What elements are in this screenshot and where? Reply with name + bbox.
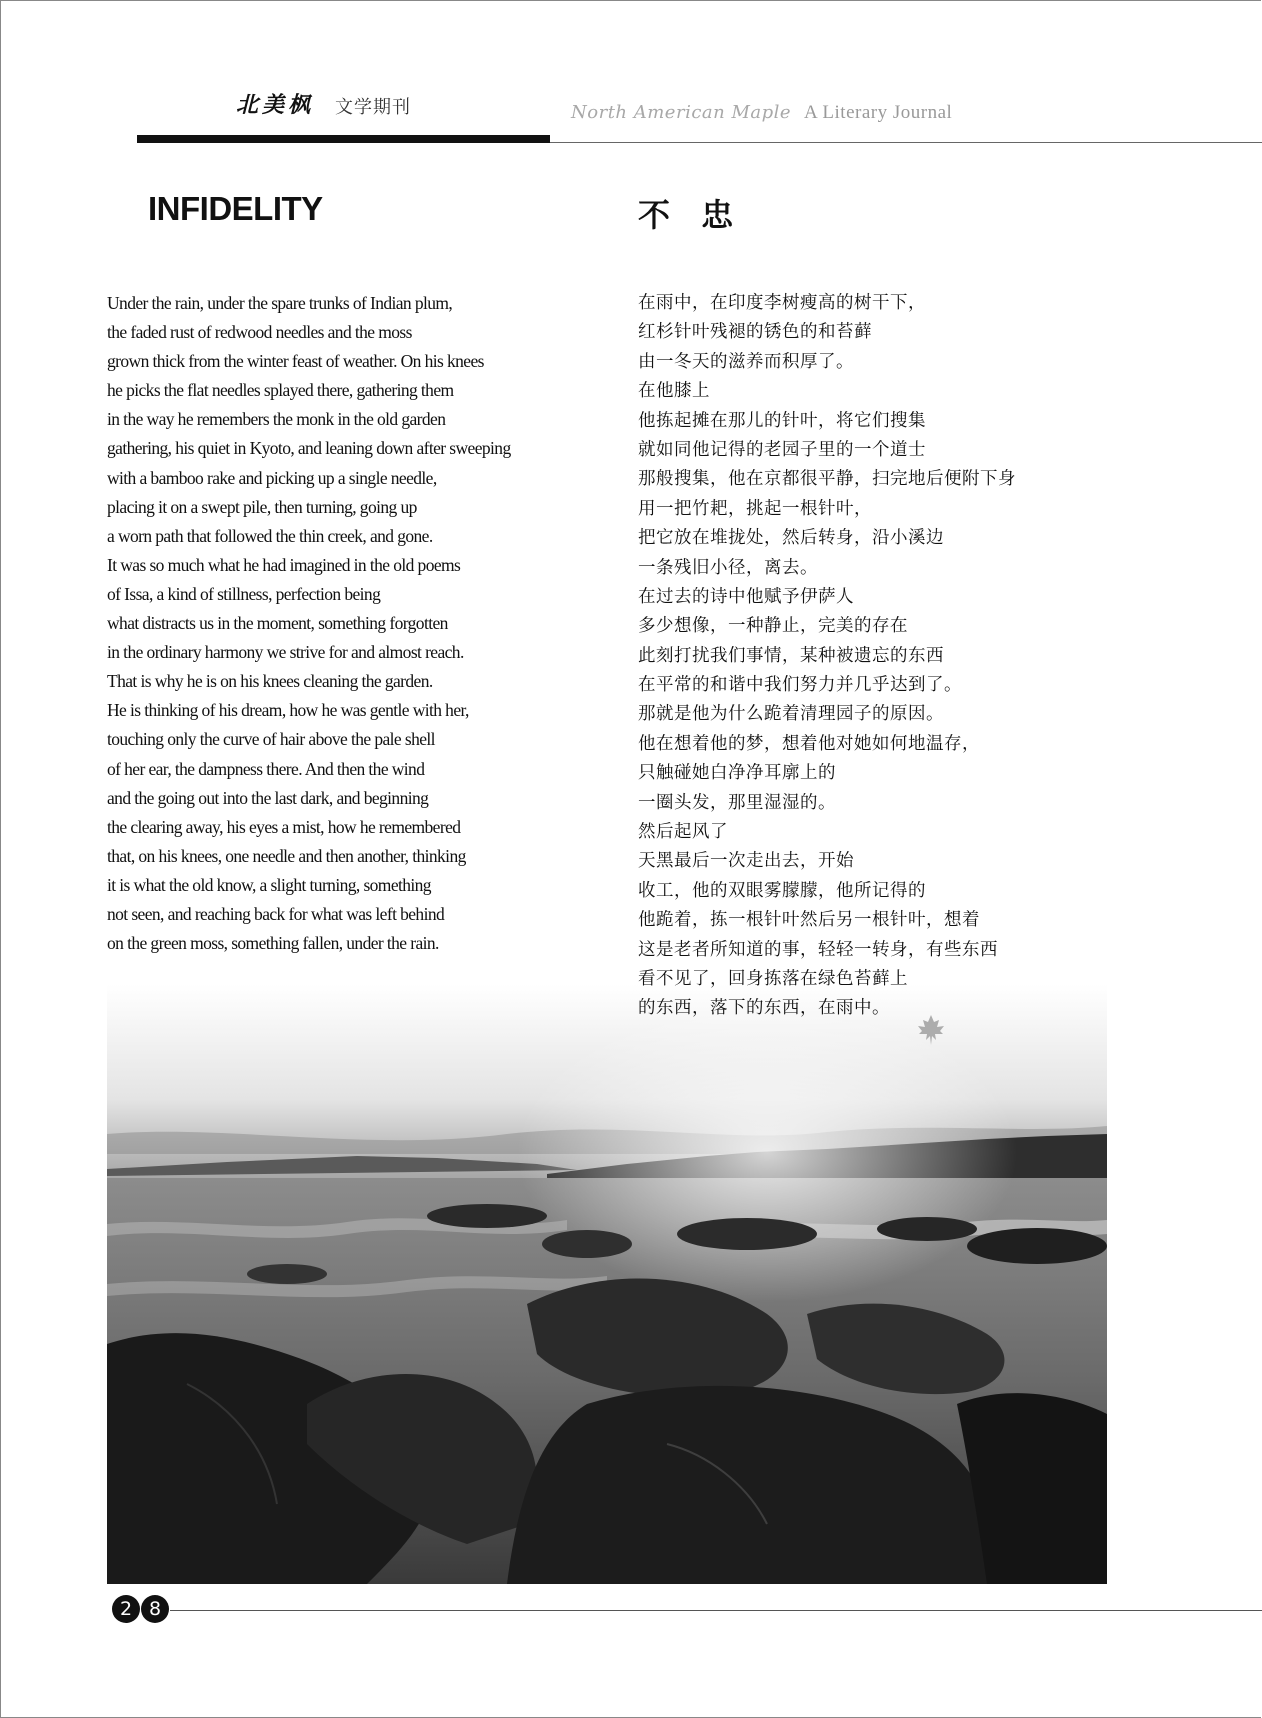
poem-line-en: on the green moss, something fallen, under the rain.	[107, 933, 439, 954]
poem-line-cn: 红杉针叶残褪的锈色的和苔藓	[638, 322, 872, 343]
poem-line-cn: 然后起风了	[638, 822, 728, 843]
poem-line-en: grown thick from the winter feast of weather. On his knees	[107, 351, 484, 372]
journal-subtitle-cn: 文学期刊	[335, 97, 411, 118]
page-number-digit: 2	[112, 1595, 140, 1623]
header-rule-thick	[137, 135, 550, 143]
poem-line-cn: 那般搜集，他在京都很平静，扫完地后便附下身	[638, 469, 1016, 490]
poem-line-cn: 用一把竹耙，挑起一根针叶，	[638, 498, 872, 519]
poem-text-cn	[638, 289, 1058, 1024]
poem-line-cn: 在雨中，在印度李树瘦高的树干下，	[638, 293, 926, 313]
poem-line-cn: 由一冬天的滋养而积厚了。	[638, 351, 854, 372]
poem-title-en: INFIDELITY	[148, 190, 323, 227]
poem-line-en: placing it on a swept pile, then turning, going up	[107, 496, 417, 517]
poem-line-en: of her ear, the dampness there. And then the wind	[107, 758, 425, 779]
poem-line-cn: 在过去的诗中他赋予伊萨人	[638, 586, 854, 607]
poem-line-cn: 多少想像，一种静止，完美的存在	[638, 616, 908, 637]
poem-line-en: he picks the flat needles splayed there, gathering them	[107, 380, 454, 401]
maple-leaf-icon	[916, 1014, 946, 1050]
poem-line-cn: 此刻打扰我们事情，某种被遗忘的东西	[638, 645, 944, 666]
poem-line-en: the faded rust of redwood needles and the moss	[107, 322, 412, 343]
poem-line-cn: 这是老者所知道的事，轻轻一转身，有些东西	[638, 939, 998, 960]
poem-text-en	[107, 289, 587, 958]
poem-line-cn: 在他膝上	[638, 381, 710, 402]
poem-line-en: Under the rain, under the spare trunks of Indian plum,	[107, 293, 453, 313]
poem-line-en: in the way he remembers the monk in the old garden	[107, 409, 446, 430]
poem-line-cn: 一条残旧小径，离去。	[638, 557, 818, 578]
poem-line-en: what distracts us in the moment, something forgotten	[107, 613, 448, 634]
header-rule-thin	[550, 142, 1262, 143]
poem-line-en: that, on his knees, one needle and then another, thinking	[107, 845, 466, 866]
poem-line-cn: 看不见了，回身拣落在绿色苔藓上	[638, 968, 908, 989]
poem-line-en: the clearing away, his eyes a mist, how he remembered	[107, 816, 461, 837]
poem-line-cn: 他拣起摊在那儿的针叶，将它们搜集	[638, 410, 926, 431]
poem-line-en: touching only the curve of hair above the pale shell	[107, 729, 435, 750]
seascape-photo	[107, 984, 1107, 1584]
poem-line-en: of Issa, a kind of stillness, perfection being	[107, 583, 381, 604]
poem-line-en: in the ordinary harmony we strive for and almost reach.	[107, 642, 464, 663]
poem-line-cn: 一圈头发，那里湿湿的。	[638, 792, 836, 813]
journal-subtitle-en: A Literary Journal	[804, 102, 953, 123]
poem-line-cn: 那就是他为什么跪着清理园子的原因。	[638, 704, 944, 725]
poem-line-en: not seen, and reaching back for what was left behind	[107, 903, 445, 924]
poem-line-cn: 天黑最后一次走出去，开始	[638, 851, 854, 872]
journal-title-en: North American Maple	[571, 102, 792, 123]
poem-line-cn: 他跪着，拣一根针叶然后另一根针叶，想着	[638, 910, 980, 931]
poem-title-cn: 不 忠	[638, 196, 744, 234]
poem-line-en: it is what the old know, a slight turning, something	[107, 874, 431, 895]
poem-line-en: gathering, his quiet in Kyoto, and leaning down after sweeping	[107, 438, 511, 459]
page-number-digit: 8	[141, 1595, 169, 1623]
poem-line-cn: 只触碰她白净净耳廓上的	[638, 763, 836, 784]
poem-line-en: He is thinking of his dream, how he was gentle with her,	[107, 700, 469, 721]
journal-title-cn: 北美枫	[236, 92, 315, 118]
poem-line-en: with a bamboo rake and picking up a single needle,	[107, 467, 437, 488]
poem-line-en: and the going out into the last dark, and beginning	[107, 787, 429, 808]
poem-line-cn: 的东西，落下的东西，在雨中。	[638, 998, 890, 1019]
poem-line-cn: 他在想着他的梦，想着他对她如何地温存，	[638, 733, 980, 754]
poem-line-en: It was so much what he had imagined in the old poems	[107, 554, 461, 575]
poem-line-cn: 收工，他的双眼雾朦朦，他所记得的	[638, 880, 926, 901]
footer-rule	[170, 1610, 1262, 1611]
poem-line-cn: 在平常的和谐中我们努力并几乎达到了。	[638, 675, 962, 696]
poem-line-cn: 把它放在堆拢处，然后转身，沿小溪边	[638, 528, 944, 549]
poem-line-en: a worn path that followed the thin creek, and gone.	[107, 525, 433, 546]
poem-line-en: That is why he is on his knees cleaning the garden.	[107, 671, 433, 692]
poem-line-cn: 就如同他记得的老园子里的一个道士	[638, 439, 926, 460]
